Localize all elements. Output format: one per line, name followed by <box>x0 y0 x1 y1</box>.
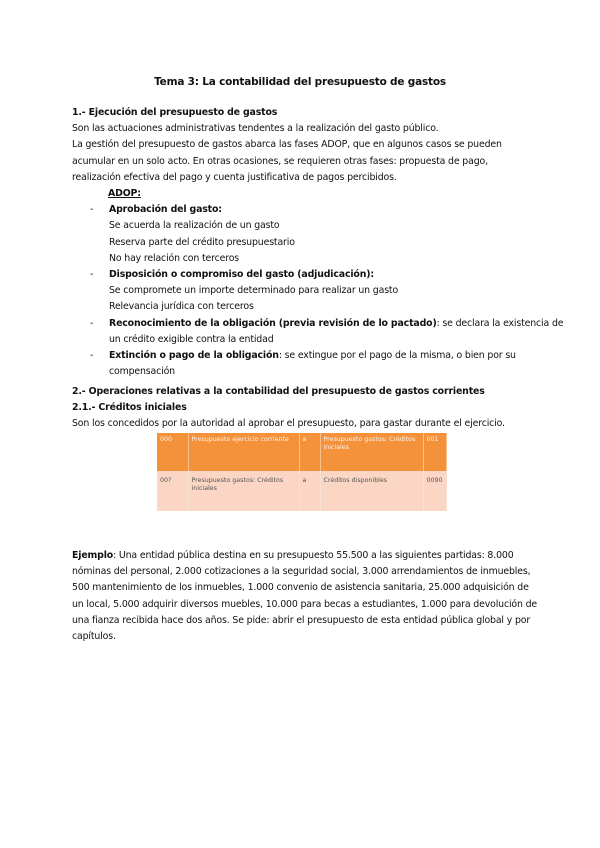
paragraph-line: nóminas del personal, 2.000 cotizaciones a la seguridad social, 3.000 arrendamientos de inmuebles, <box>72 566 531 578</box>
section-2-1-heading: 2.1.- Créditos iniciales <box>72 402 187 414</box>
bullet-subline: No hay relación con terceros <box>109 252 240 264</box>
table-row <box>157 471 446 511</box>
example-paragraph <box>72 548 538 645</box>
bullet-title: Aprobación del gasto: <box>109 204 222 216</box>
table-cell: 00? <box>157 471 188 511</box>
bullet-title: Reconocimiento de la obligación (previa revisión de lo pactado) <box>109 317 437 329</box>
paragraph-line: Son las actuaciones administrativas tendentes a la realización del gasto público. <box>72 123 439 135</box>
table-header-cell: 001 <box>423 433 446 471</box>
page-title: Tema 3: La contabilidad del presupuesto de gastos <box>154 76 446 88</box>
paragraph-line: : Una entidad pública destina en su presupuesto 55.500 a las siguientes partidas: 8.000 <box>113 550 514 561</box>
bullet-dash: - <box>90 269 94 281</box>
bullet-item <box>72 202 530 218</box>
table-header-cell: a <box>299 433 320 471</box>
paragraph-line: un local, 5.000 adquirir diversos muebles, 10.000 para becas a estudiantes, 1.000 para devolución de <box>72 598 538 610</box>
table-cell: Créditos disponibles <box>320 471 423 511</box>
bullet-rest: : se declara la existencia de <box>436 317 564 329</box>
bullet-title: Disposición o compromiso del gasto (adjudicación): <box>109 269 374 281</box>
example-label: Ejemplo <box>72 550 114 561</box>
bullet-subline: compensación <box>109 366 175 378</box>
table-cell: Presupuesto gastos: Créditos iniciales <box>188 471 299 511</box>
paragraph-line: una fianza recibida hace dos años. Se pide: abrir el presupuesto de esta entidad pública global y por <box>72 614 531 626</box>
bullet-item <box>72 348 530 364</box>
accounting-table <box>157 433 447 511</box>
bullet-dash: - <box>90 204 94 216</box>
section-2 <box>72 384 530 433</box>
paragraph-line: realización efectiva del pago y cuenta justificativa de pagos percibidos. <box>72 171 397 183</box>
adop-label: ADOP: <box>108 188 141 200</box>
table-cell: a <box>299 471 320 511</box>
table-cell: 0090 <box>423 471 446 511</box>
bullet-subline: un crédito exigible contra la entidad <box>109 333 274 345</box>
paragraph-line: Son los concedidos por la autoridad al aprobar el presupuesto, para gastar durante el ejercicio. <box>72 418 505 430</box>
bullet-rest: : se extingue por el pago de la misma, o bien por su <box>278 350 516 362</box>
bullet-title: Extinción o pago de la obligación <box>109 350 279 362</box>
paragraph-line: capítulos. <box>72 631 116 643</box>
table-header-cell: Presupuesto ejercicio corriente <box>188 433 299 471</box>
table-header-cell: 000 <box>157 433 188 471</box>
paragraph-line: 500 mantenimiento de los inmuebles, 1.000 convenio de asistencia sanitaria, 25.000 adquisición de <box>72 582 529 594</box>
table-header-row <box>157 433 446 471</box>
bullet-subline: Relevancia jurídica con terceros <box>109 301 254 313</box>
paragraph-line: La gestión del presupuesto de gastos abarca las fases ADOP, que en algunos casos se pueden <box>72 139 502 151</box>
paragraph-line: acumular en un solo acto. En otras ocasiones, se requieren otras fases: propuesta de pago, <box>72 155 488 167</box>
bullet-dash: - <box>90 317 94 329</box>
bullet-subline: Se compromete un importe determinado para realizar un gasto <box>109 285 399 297</box>
bullet-item <box>72 267 530 283</box>
bullet-subline: Se acuerda la realización de un gasto <box>109 220 280 232</box>
section-1 <box>72 105 564 380</box>
section-1-heading: 1.- Ejecución del presupuesto de gastos <box>72 107 278 118</box>
bullet-dash: - <box>90 350 94 362</box>
bullet-subline: Reserva parte del crédito presupuestario <box>109 236 295 248</box>
bullet-item <box>72 316 564 332</box>
table-header-cell: Presupuesto gastos: Créditos iniciales <box>320 433 423 471</box>
section-2-heading: 2.- Operaciones relativas a la contabilidad del presupuesto de gastos corrientes <box>72 386 485 397</box>
